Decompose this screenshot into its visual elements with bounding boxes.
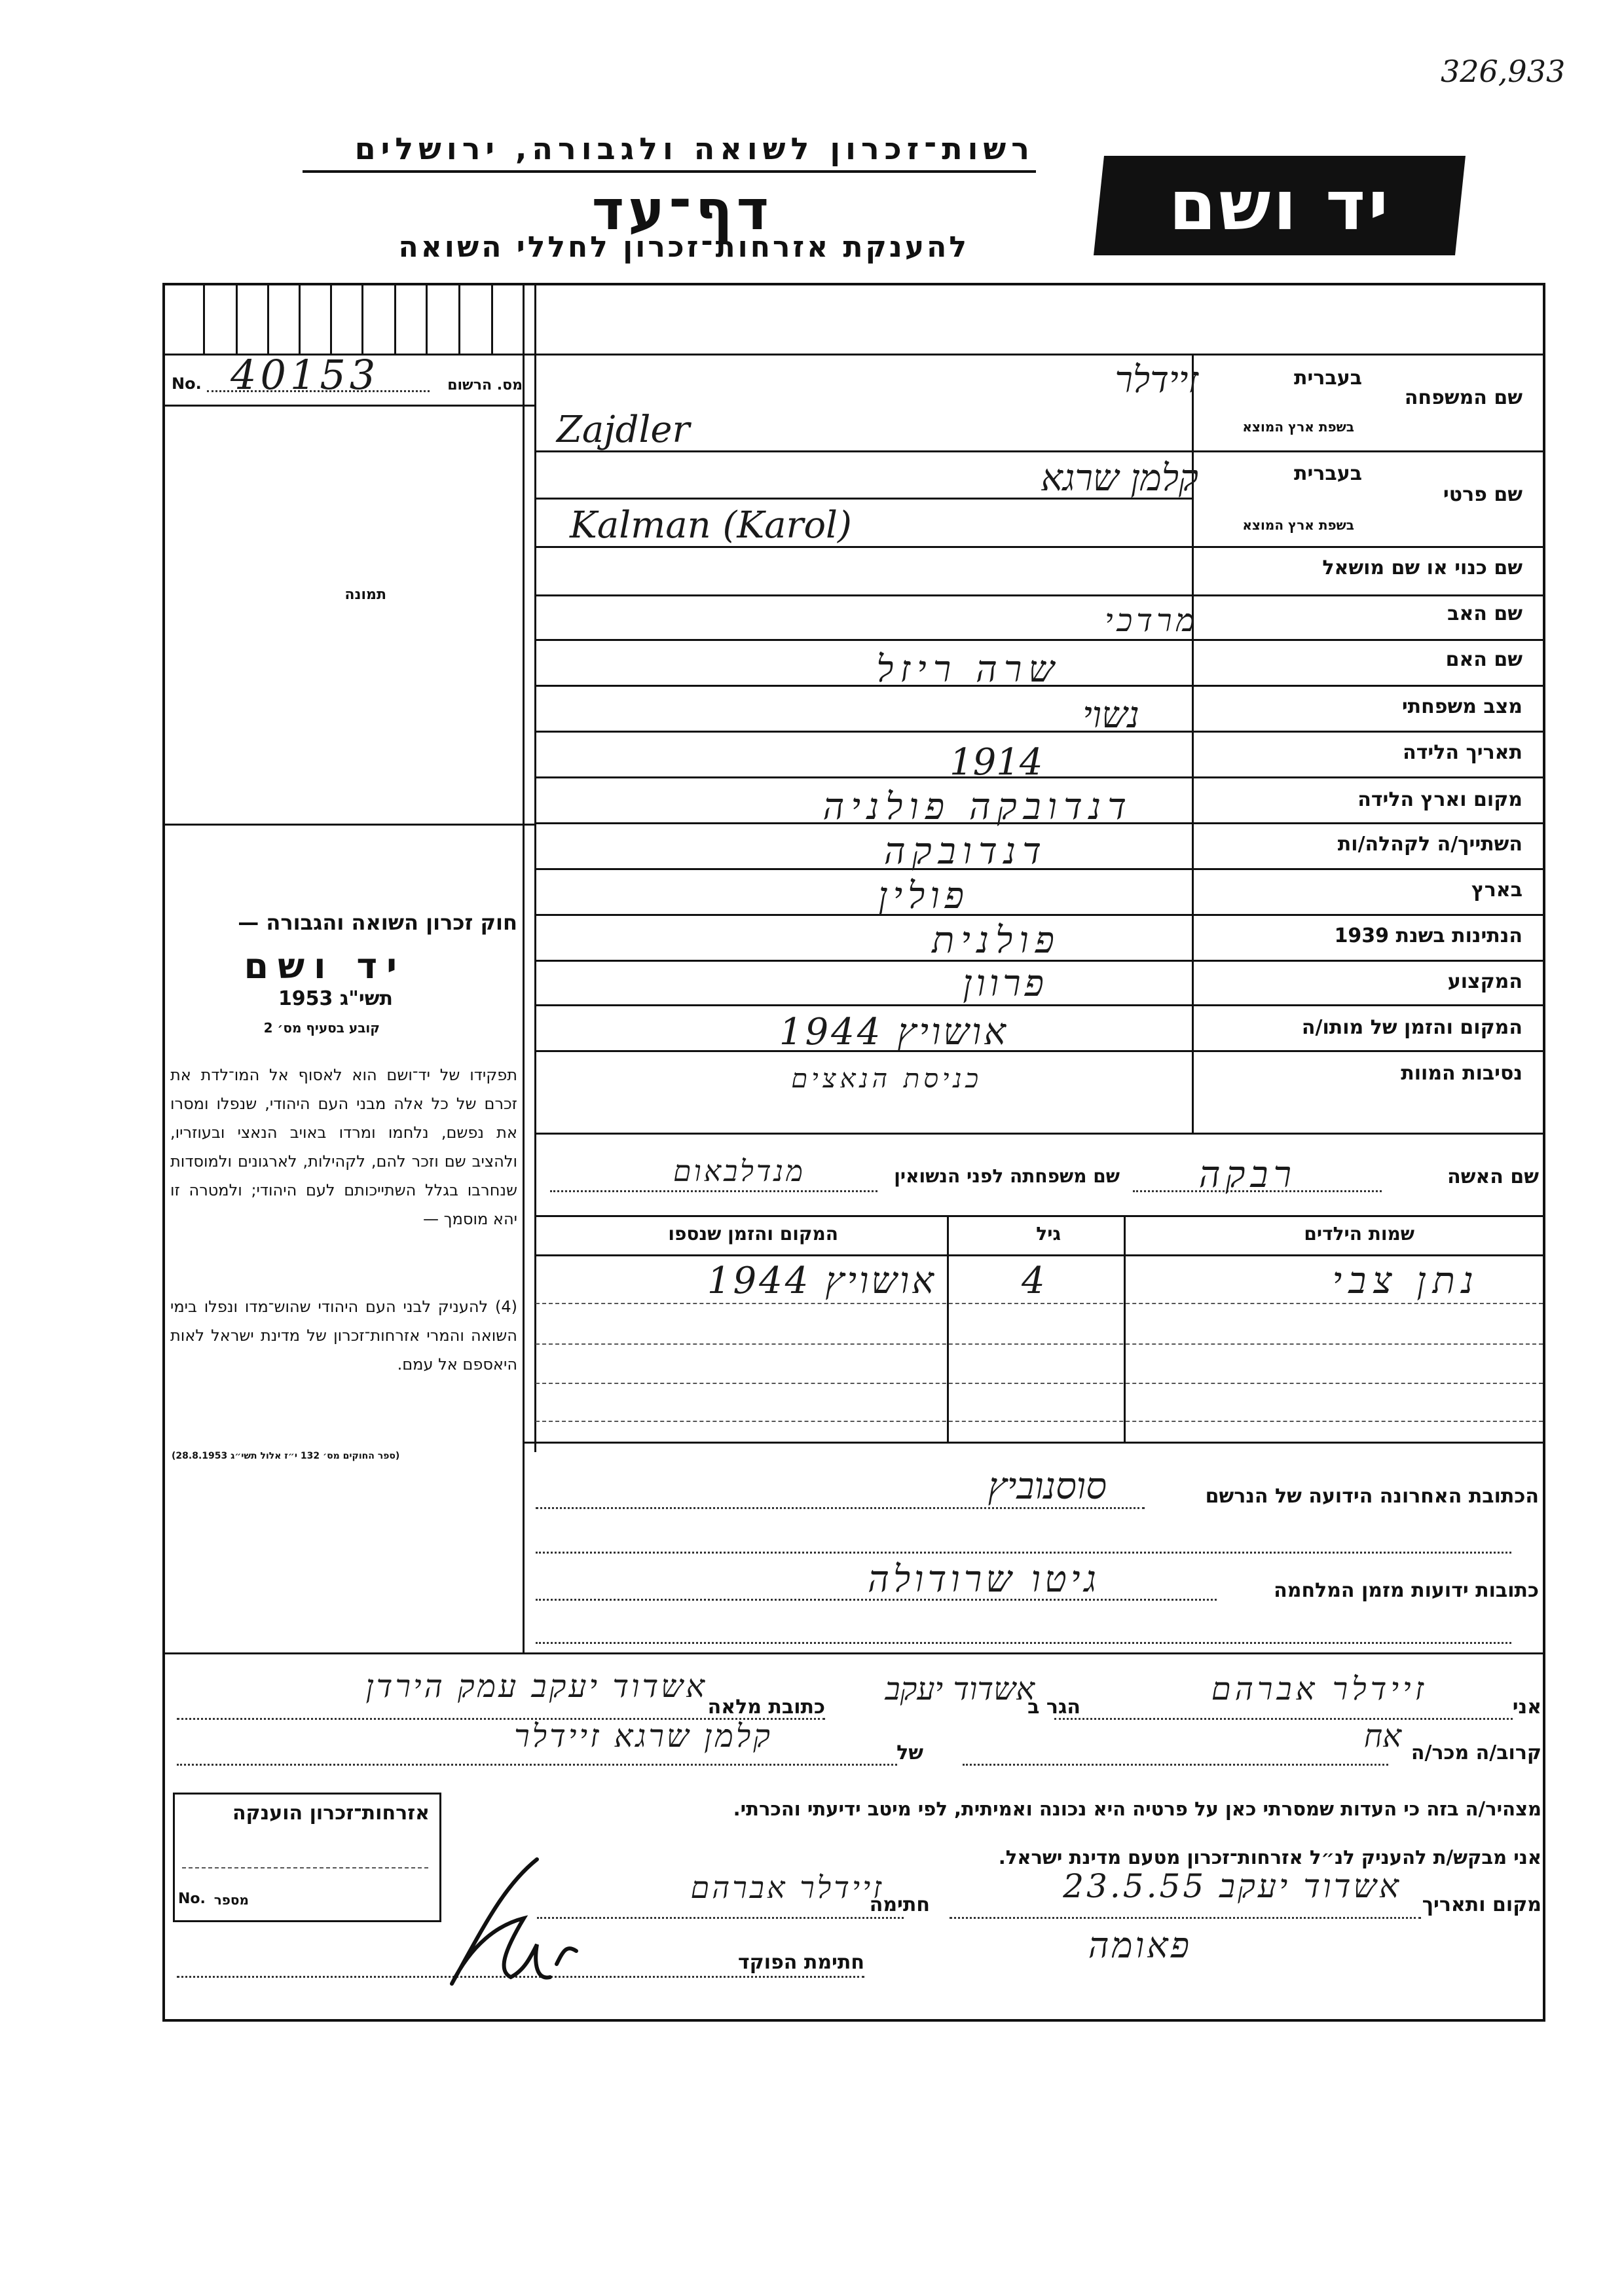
citizenship-label: הנתינות בשנת 1939 — [1334, 924, 1522, 947]
place-date-value: אשדוד יעקב 23.5.55 — [1063, 1867, 1401, 1905]
first-name-native-value: Kalman (Karol) — [570, 504, 852, 547]
father-label: שם האב — [1447, 602, 1522, 625]
grid-line — [330, 283, 332, 354]
wife-label: שם האשה — [1447, 1165, 1539, 1188]
grid-line — [1124, 1215, 1126, 1442]
yad-vashem-logo — [1094, 156, 1466, 255]
officer-signature-scribble — [426, 1846, 635, 2003]
wartime-address-value: גיטו שרודולה — [868, 1558, 1100, 1601]
row-line — [536, 452, 1192, 454]
family-name-native-label: בשפת ארץ המוצא — [1242, 419, 1354, 435]
mother-value: שרה ריזל — [876, 648, 1061, 691]
marital-status-value: נשוי — [1082, 694, 1139, 737]
family-name-native-value: Zajdler — [557, 409, 690, 451]
death-circumstances-value: כניסת הנאצים — [791, 1064, 982, 1094]
grid-line — [203, 283, 205, 354]
law-name: יד ושם — [244, 945, 406, 987]
of-value: קלמן שרגא זיידלר — [514, 1718, 773, 1755]
statement-2: אני מבקש/ת להעניק לנ״ל אזרחות־זכרון מטעם מדינת ישראל. — [998, 1846, 1541, 1868]
row-line — [536, 594, 1543, 596]
address-dots — [536, 1642, 1511, 1644]
declarant-value: זיידלר אברהם — [1211, 1671, 1428, 1707]
table-row — [536, 1343, 1543, 1345]
citizenship-number-label: מספר — [213, 1892, 249, 1908]
table-row — [536, 1421, 1543, 1422]
maiden-name-label: שם משפחתה לפני הנשואין — [894, 1165, 1120, 1187]
grid-line — [491, 283, 493, 354]
authority-underline — [303, 170, 1036, 173]
archive-number: 326,933 — [1441, 54, 1566, 89]
children-place-header: המקום והזמן שנספו — [668, 1223, 838, 1245]
birth-date-label: תאריך הלידה — [1403, 741, 1522, 764]
signature-label: חתימה — [869, 1893, 930, 1916]
birth-place-label: מקום וארץ הלידה — [1357, 788, 1522, 811]
citizenship-no-label: No. — [178, 1891, 206, 1907]
child-1-place: אושויץ 1944 — [707, 1260, 936, 1302]
community-value: דנדובקה — [883, 830, 1048, 873]
family-name-hebrew-label: בעברית — [1294, 367, 1362, 390]
grid-line — [162, 824, 536, 826]
first-name-hebrew-value: קלמן שרגא — [1041, 457, 1198, 500]
relation-label: קרוב/ה מכר/ה — [1411, 1741, 1541, 1764]
citizenship-box-title: אזרחות־זכרון הוענקה — [232, 1802, 430, 1825]
citizenship-value: פולנית — [932, 919, 1061, 962]
of-dots — [177, 1764, 897, 1766]
declarant-label: אני — [1512, 1696, 1541, 1719]
officer-signature-label: חתימת הפוקד — [738, 1951, 864, 1974]
place-date-label: מקום ותאריך — [1422, 1893, 1541, 1916]
first-name-native-label: בשפת ארץ המוצא — [1242, 517, 1354, 533]
grid-line — [426, 283, 428, 354]
family-name-label: שם המשפחה — [1404, 386, 1522, 409]
grid-line — [267, 283, 269, 354]
row-line — [536, 1254, 1543, 1256]
first-name-label: שם פרטי — [1443, 483, 1522, 506]
row-line — [536, 1133, 1543, 1135]
children-names-header: שמות הילדים — [1304, 1223, 1414, 1245]
registration-label: מס. הרשום — [447, 377, 523, 393]
form-title: דף־עד — [591, 178, 773, 242]
grid-line — [534, 283, 536, 1452]
country-label: בארץ — [1471, 879, 1522, 902]
birth-place-value: דנדובקה פולניה — [822, 786, 1133, 828]
authority-name: רשות־זכרון לשואה ולגבורה, ירושלים — [354, 131, 1035, 166]
birth-date-value: 1914 — [950, 741, 1043, 784]
grid-line — [947, 1215, 949, 1442]
grid-line — [162, 405, 536, 407]
law-clause: קובע בסעיף מס׳ 2 — [263, 1020, 380, 1036]
grid-line — [299, 283, 301, 354]
grid-line — [394, 283, 396, 354]
statement-1: מצהיר/ה בזה כי העדות שמסרתי כאן על פרטיה היא נכונה ואמיתית, לפי מיטב ידיעתי והכרתי. — [733, 1798, 1541, 1820]
relation-value: אח — [1363, 1718, 1401, 1755]
profession-value: פרוון — [963, 962, 1048, 1005]
citizenship-box-line — [182, 1867, 428, 1868]
resident-value: אשדוד יעקב — [885, 1671, 1035, 1707]
father-value: מרדכי — [1105, 602, 1198, 639]
law-year: תשי"ג 1953 — [278, 987, 393, 1010]
photo-label: תמונה — [344, 587, 386, 603]
address-dots — [536, 1552, 1511, 1554]
table-row — [536, 1303, 1543, 1304]
first-name-hebrew-label: בעברית — [1294, 462, 1362, 485]
form-subtitle: להענקת אזרחות־זכרון לחללי השואה — [398, 230, 969, 264]
resident-label: הגר ב — [1027, 1696, 1080, 1719]
grid-line — [458, 283, 460, 354]
profession-label: המקצוע — [1447, 970, 1522, 993]
full-address-label: כתובת מלאה — [707, 1696, 825, 1719]
community-label: השתייך/ה לקהלה/ות — [1337, 833, 1522, 856]
maiden-dots — [550, 1190, 877, 1192]
country-value: פולין — [878, 875, 969, 917]
declarant-dots — [1054, 1718, 1513, 1720]
table-row — [536, 1383, 1543, 1384]
row-line — [1192, 450, 1543, 452]
wife-value: רבקה — [1198, 1154, 1297, 1196]
nickname-label: שם כנוי או שם מושאל — [1322, 556, 1522, 579]
row-line — [523, 1442, 1543, 1444]
row-line — [536, 914, 1543, 916]
death-circumstances-label: נסיבות המוות — [1401, 1062, 1522, 1085]
grid-line — [236, 283, 238, 354]
family-name-hebrew-value: זיידלר — [1115, 359, 1198, 401]
row-line — [536, 639, 1543, 641]
grid-line — [523, 283, 525, 1652]
row-line — [536, 1050, 1543, 1052]
grid-line — [361, 283, 363, 354]
wartime-address-label: כתובות ידועות מזמן המלחמה — [1274, 1579, 1539, 1602]
law-source: (ספר החוקים מס׳ 132 י״ז אלול תשי״ג 28.8.1953) — [172, 1451, 400, 1461]
row-line — [536, 731, 1543, 733]
relation-dots — [963, 1764, 1388, 1766]
law-text-2: (4) להעניק לבני העם היהודי שהוש־מדו ונפלו בימי השואה והמרי אזרחות־זכרון של מדינת ישראל לאות היאספם אל עמם. — [170, 1298, 517, 1374]
of-label: של — [896, 1741, 923, 1764]
last-address-label: הכתובת האחרונה הידועה של הנרשם — [1205, 1485, 1539, 1508]
law-title: חוק זכרון השואה והגבורה — — [238, 910, 517, 935]
marital-status-label: מצב משפחתי — [1401, 695, 1522, 718]
place-date-dots — [950, 1917, 1421, 1919]
law-text: תפקידו של יד־ושם הוא לאסוף אל המו־לדת את זכרם של כל אלה מבני העם היהודי, שנפלו ומסרו את נפשם, נלחמו ומרדו באויב הנאצי ובעוזריו, ולהציב שם וזכר להם, לקהילות, לארגונים ולמוסדות שנחרבו בגלל השתייכותם לעם היהודי; ולמטרה זו יהא מוסמך — — [170, 1066, 517, 1228]
registration-no-label: No. — [172, 374, 202, 393]
children-age-header: גיל — [1036, 1223, 1061, 1245]
mother-label: שם האם — [1445, 648, 1522, 671]
registration-number: 40153 — [231, 351, 380, 399]
full-address-value: אשדוד יעקב עמק הירדן — [365, 1668, 707, 1705]
child-1-age: 4 — [1022, 1260, 1045, 1302]
officer-value: פאומה — [1088, 1925, 1192, 1966]
death-place-time-value: אושויץ 1944 — [779, 1011, 1008, 1053]
maiden-name-value: מנדלבאום — [673, 1155, 805, 1188]
row-line — [536, 1215, 1543, 1217]
child-1-name: נתן צבי — [1332, 1260, 1480, 1302]
last-address-value: סוסנוביץ — [987, 1465, 1107, 1508]
row-line — [162, 1652, 1543, 1654]
death-place-time-label: המקום והזמן של מותו/ה — [1301, 1016, 1522, 1039]
logo-text: יד ושם — [1168, 166, 1391, 246]
signature-value: זיידלר אברהם — [690, 1870, 884, 1905]
